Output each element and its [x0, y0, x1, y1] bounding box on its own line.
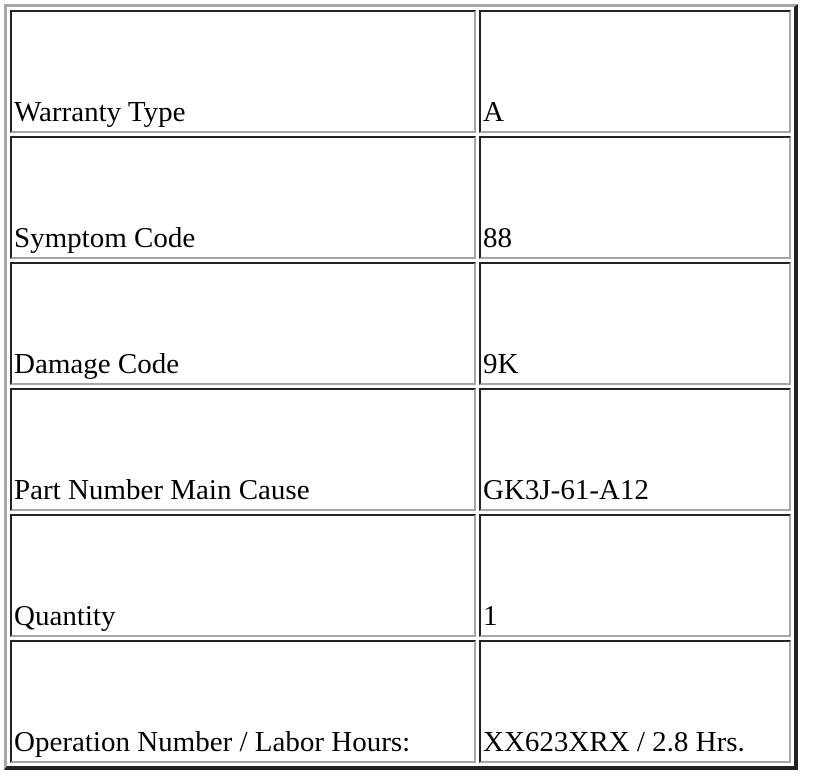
- damage-code-value: 9K: [479, 262, 791, 385]
- table-row: [10, 640, 791, 763]
- table-row: [10, 136, 791, 259]
- operation-labor-value: XX623XRX / 2.8 Hrs.: [479, 640, 791, 763]
- table-row: [10, 10, 791, 133]
- part-number-label: Part Number Main Cause: [10, 388, 476, 511]
- part-number-value: GK3J-61-A12: [479, 388, 791, 511]
- table-row: [10, 388, 791, 511]
- table-row: [10, 514, 791, 637]
- symptom-code-value: 88: [479, 136, 791, 259]
- damage-code-label: Damage Code: [10, 262, 476, 385]
- warranty-type-value: A: [479, 10, 791, 133]
- warranty-type-label: Warranty Type: [10, 10, 476, 133]
- warranty-table-frame: [4, 4, 798, 770]
- table-row: [10, 262, 791, 385]
- operation-labor-label: Operation Number / Labor Hours:: [10, 640, 476, 763]
- warranty-claim-table: [7, 7, 794, 766]
- quantity-value: 1: [479, 514, 791, 637]
- symptom-code-label: Symptom Code: [10, 136, 476, 259]
- quantity-label: Quantity: [10, 514, 476, 637]
